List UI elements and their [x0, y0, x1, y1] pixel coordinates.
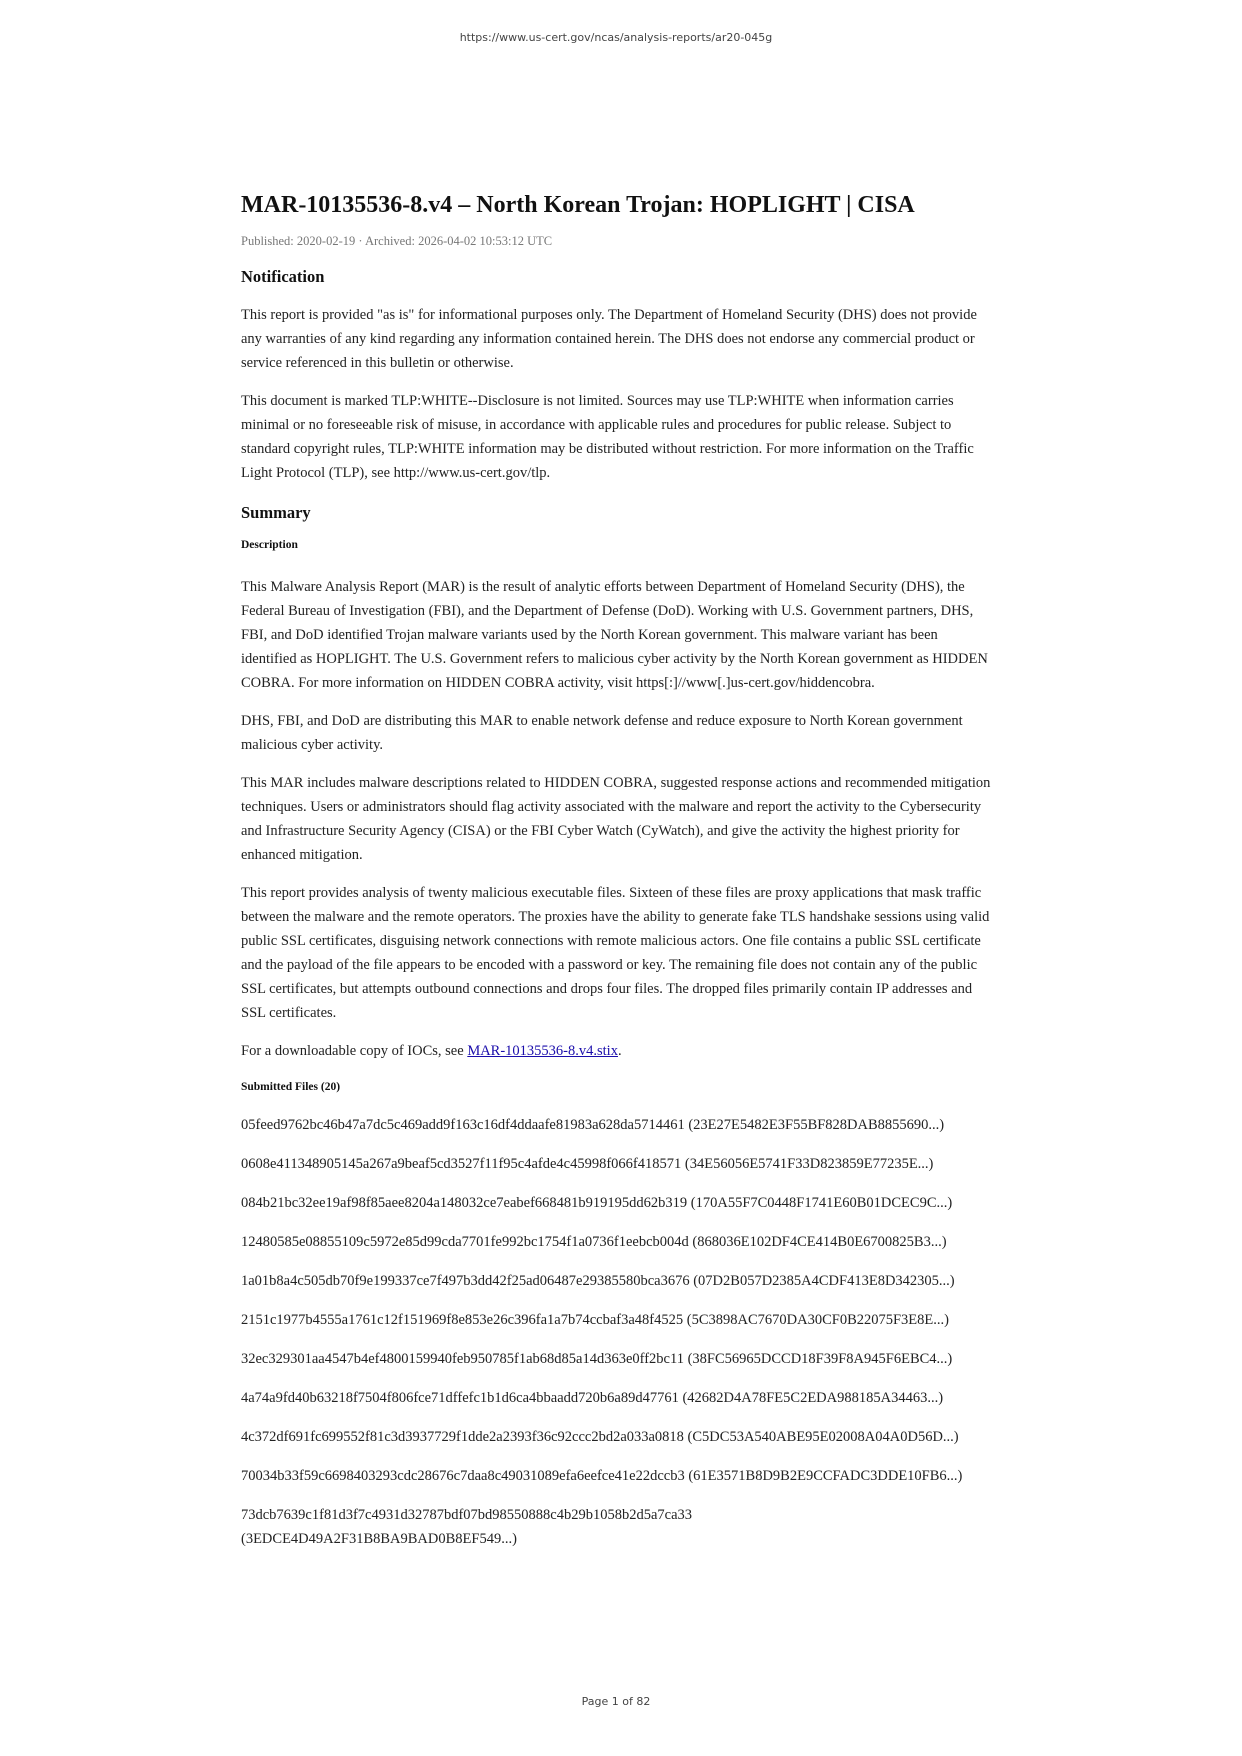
- file-hash-item: 70034b33f59c6698403293cdc28676c7daa8c49031089efa6eefce41e22dccb3 (61E3571B8D9B2E9CCFADC3DDE10FB6...): [241, 1468, 963, 1484]
- page-number: Page 1 of 82: [581, 1695, 651, 1708]
- notification-paragraph: This document is marked TLP:WHITE--Disclosure is not limited. Sources may use TLP:WHITE when information carries minimal or no foreseeable risk of misuse, in accordance with applicable rules and procedures for public release. Subject to standard copyright rules, TLP:WHITE information may be distributed without restriction. For more information on the Traffic Light Protocol (TLP), see http://www.us-cert.gov/tlp.: [241, 393, 974, 481]
- page-title: MAR-10135536-8.v4 – North Korean Trojan: HOPLIGHT | CISA: [241, 192, 915, 218]
- page-url-header: https://www.us-cert.gov/ncas/analysis-reports/ar20-045g: [459, 31, 773, 44]
- document-body: [241, 190, 995, 1566]
- submitted-files-heading: Submitted Files (20): [241, 1081, 341, 1093]
- file-hash-item: 4a74a9fd40b63218f7504f806fce71dffefc1b1d6ca4bbaadd720b6a89d47761 (42682D4A78FE5C2EDA988185A34463...): [241, 1390, 944, 1406]
- file-hash-item: 05feed9762bc46b47a7dc5c469add9f163c16df4ddaafe81983a628da5714461 (23E27E5482E3F55BF828DAB8855690...): [241, 1117, 945, 1133]
- file-hash-item: 73dcb7639c1f81d3f7c4931d32787bdf07bd98550888c4b29b1058b2d5a7ca33 (3EDCE4D49A2F31B8BA9BAD0B8EF549...): [241, 1507, 693, 1547]
- ioc-stix-link[interactable]: MAR-10135536-8.v4.stix: [467, 1043, 618, 1059]
- ioc-paragraph: [241, 1039, 995, 1063]
- file-hash-item: 4c372df691fc699552f81c3d3937729f1dde2a2393f36c92ccc2bd2a033a0818 (C5DC53A540ABE95E02008A04A0D56D...): [241, 1429, 959, 1445]
- summary-heading: Summary: [241, 503, 311, 522]
- ioc-suffix: .: [617, 1043, 622, 1059]
- summary-paragraph: This MAR includes malware descriptions related to HIDDEN COBRA, suggested response actions and recommended mitigation techniques. Users or administrators should flag activity associated with the malware and report the activity to the Cybersecurity and Infrastructure Security Agency (CISA) or the FBI Cyber Watch (CyWatch), and give the activity the highest priority for enhanced mitigation.: [241, 775, 991, 863]
- summary-paragraph: This Malware Analysis Report (MAR) is the result of analytic efforts between Department of Homeland Security (DHS), the Federal Bureau of Investigation (FBI), and the Department of Defense (DoD). Working with U.S. Government partners, DHS, FBI, and DoD identified Trojan malware variants used by the North Korean government. This malware variant has been identified as HOPLIGHT. The U.S. Government refers to malicious cyber activity by the North Korean government as HIDDEN COBRA. For more information on HIDDEN COBRA activity, visit https[:]//www[.]us-cert.gov/hiddencobra.: [241, 579, 988, 691]
- file-hash-item: 2151c1977b4555a1761c12f151969f8e853e26c396fa1a7b74ccbaf3a48f4525 (5C3898AC7670DA30CF0B22075F3E8E...): [241, 1312, 949, 1328]
- file-hash-item: 0608e411348905145a267a9beaf5cd3527f11f95c4afde4c45998f066f418571 (34E56056E5741F33D823859E77235E...): [241, 1156, 934, 1172]
- publish-meta: Published: 2020-02-19 · Archived: 2026-04-02 10:53:12 UTC: [241, 234, 553, 248]
- notification-paragraph: This report is provided "as is" for informational purposes only. The Department of Homeland Security (DHS) does not provide any warranties of any kind regarding any information contained herein. The DHS does not endorse any commercial product or service referenced in this bulletin or otherwise.: [241, 307, 977, 371]
- description-heading: Description: [241, 539, 298, 551]
- ioc-prefix: For a downloadable copy of IOCs, see: [241, 1043, 468, 1059]
- summary-paragraph: DHS, FBI, and DoD are distributing this MAR to enable network defense and reduce exposure to North Korean government malicious cyber activity.: [241, 713, 963, 753]
- summary-paragraph: This report provides analysis of twenty malicious executable files. Sixteen of these files are proxy applications that mask traffic between the malware and the remote operators. The proxies have the ability to generate fake TLS handshake sessions using valid public SSL certificates, disguising network connections with remote malicious actors. One file contains a public SSL certificate and the payload of the file appears to be encoded with a password or key. The remaining file does not contain any of the public SSL certificates, but attempts outbound connections and drops four files. The dropped files primarily contain IP addresses and SSL certificates.: [241, 885, 990, 1021]
- file-hash-item: 32ec329301aa4547b4ef4800159940feb950785f1ab68d85a14d363e0ff2bc11 (38FC56965DCCD18F39F8A945F6EBC4...): [241, 1351, 953, 1367]
- file-hash-item: 1a01b8a4c505db70f9e199337ce7f497b3dd42f25ad06487e29385580bca3676 (07D2B057D2385A4CDF413E8D342305...): [241, 1273, 955, 1289]
- submitted-files-list: [241, 1113, 995, 1551]
- notification-heading: Notification: [241, 267, 325, 286]
- file-hash-item: 12480585e08855109c5972e85d99cda7701fe992bc1754f1a0736f1eebcb004d (868036E102DF4CE414B0E6700825B3...): [241, 1234, 947, 1250]
- file-hash-item: 084b21bc32ee19af98f85aee8204a148032ce7eabef668481b919195dd62b319 (170A55F7C0448F1741E60B01DCEC9C...): [241, 1195, 953, 1211]
